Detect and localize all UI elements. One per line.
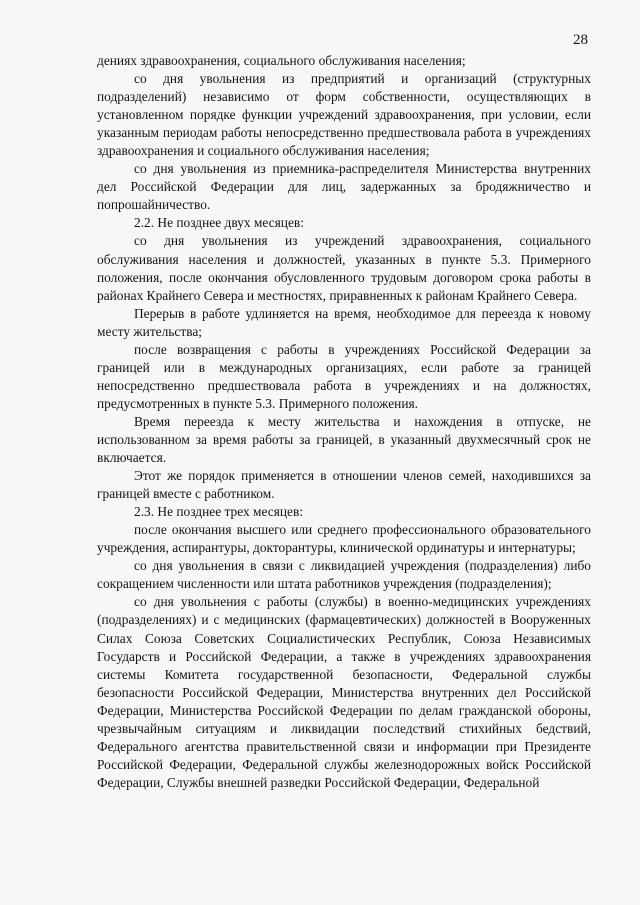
- paragraph: со дня увольнения в связи с ликвидацией учреждения (подразделения) либо сокращением численности или штата работников учреждения (подразделения);: [97, 558, 591, 592]
- paragraph: Время переезда к месту жительства и нахождения в отпуске, не использованном за время работы за границей, в указанный двухмесячный срок не включается.: [97, 413, 591, 466]
- paragraph: со дня увольнения из приемника-распределителя Министерства внутренних дел Российской Федерации для лиц, задержанных за бродяжничество и попрошайничество.: [97, 161, 591, 213]
- paragraph: со дня увольнения из предприятий и организаций (структурных подразделений) независимо от форм собственности, осуществляющих в установленном порядке функции учреждений здравоохранения, при условии, если указанным периодам работы непосредственно предшествовала работа в учреждениях здравоохранения и социального обслуживания населения;: [97, 71, 591, 159]
- page-number: 28: [573, 32, 588, 48]
- document-body: [97, 52, 591, 792]
- section-heading-2-3: 2.3. Не позднее трех месяцев:: [134, 504, 304, 520]
- paragraph: Этот же порядок применяется в отношении членов семей, находившихся за границей вместе с работником.: [97, 468, 591, 502]
- paragraph: со дня увольнения с работы (службы) в военно-медицинских учреждениях (подразделениях) и с медицинских (фармацевтических) должностей в Вооруженных Силах Союза Советских Социалистических Республик, Союза Независимых Государств и Российской Федерации, а также в учреждениях здравоохранения системы Комитета государственной безопасности, Федеральной службы безопасности Российской Федерации, Министерства внутренних дел Российской Федерации, Министерства Российской Федерации по делам гражданской обороны, чрезвычайным ситуациям и ликвидации последствий стихийных бедствий, Федерального агентства правительственной связи и информации при Президенте Российской Федерации, Федеральной службы железнодорожных войск Российской Федерации, Службы внешней разведки Российской Федерации, Федеральной: [97, 594, 591, 790]
- paragraph: дениях здравоохранения, социального обслуживания населения;: [97, 53, 466, 68]
- paragraph: после возвращения с работы в учреждениях Российской Федерации за границей или в международных организациях, если работе за границей непосредственно предшествовала работа в учреждениях и на должностях, предусмотренных в пункте 5.3. Примерного положения.: [97, 341, 591, 411]
- section-heading-2-2: 2.2. Не позднее двух месяцев:: [134, 215, 304, 231]
- paragraph: со дня увольнения из учреждений здравоохранения, социального обслуживания населения и должностей, указанных в пункте 5.3. Примерного положения, после окончания обусловленного трудовым договором срока работы в районах Крайнего Севера и местностях, приравненных к районам Крайнего Севера.: [97, 233, 591, 303]
- paragraph: после окончания высшего или среднего профессионального образовательного учреждения, аспирантуры, докторантуры, клинической ординатуры и интернатуры;: [97, 522, 591, 556]
- paragraph: Перерыв в работе удлиняется на время, необходимое для переезда к новому месту жительства;: [97, 305, 591, 339]
